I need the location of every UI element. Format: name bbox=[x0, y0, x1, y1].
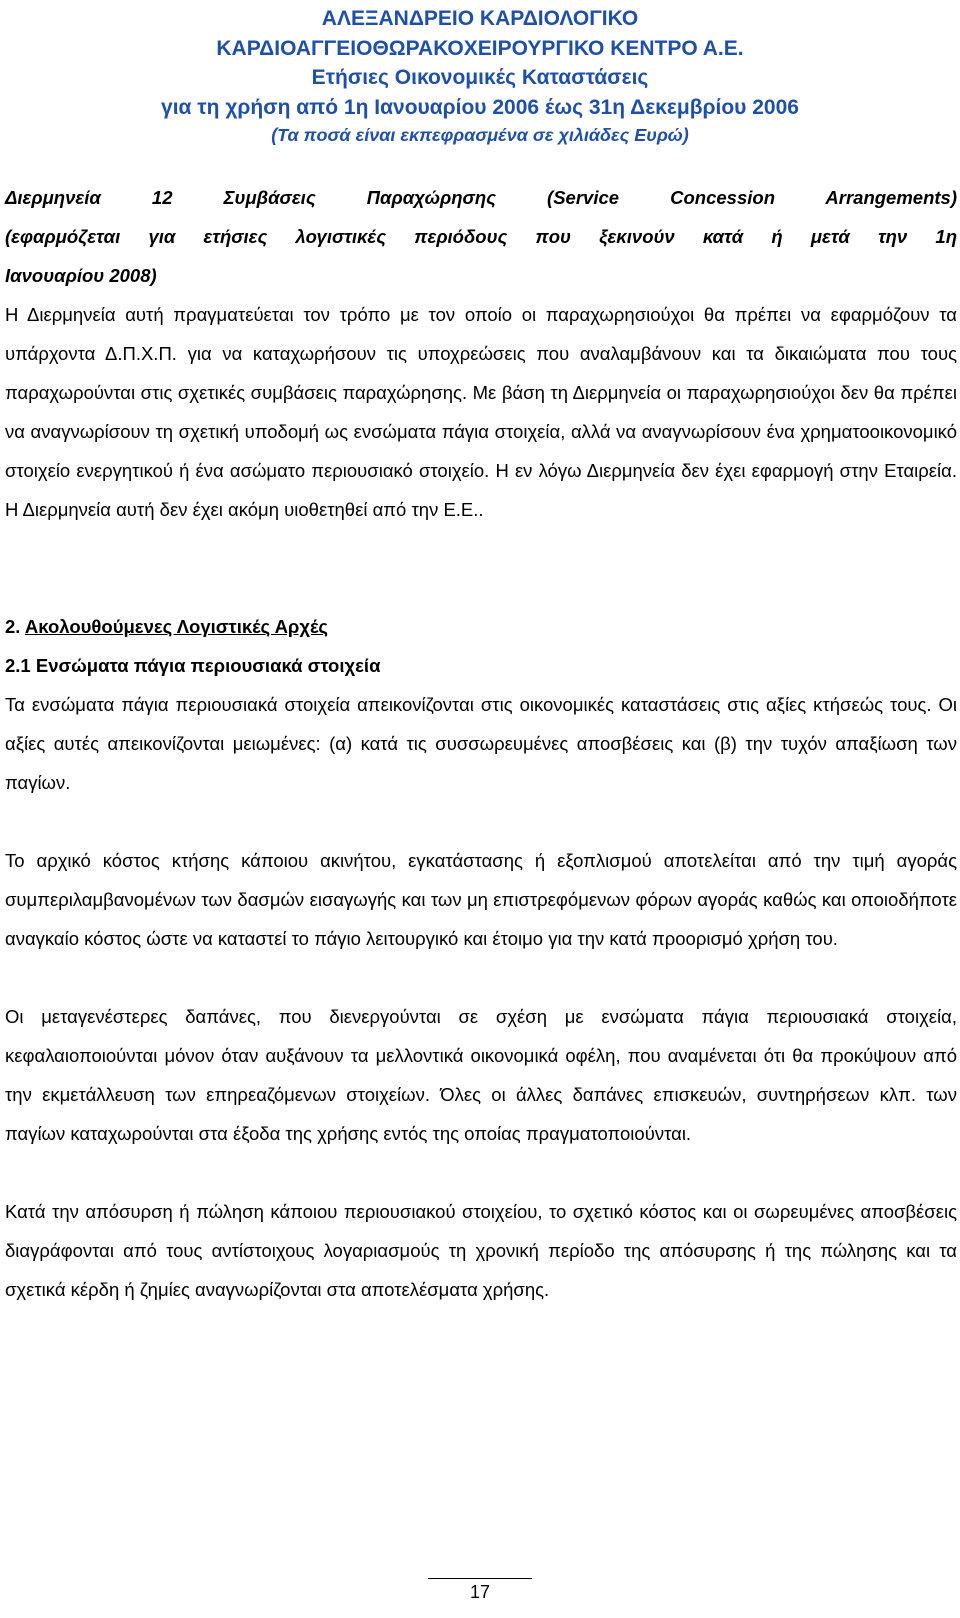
company-name-line2: ΚΑΡΔΙΟΑΓΓΕΙΟΘΩΡΑΚΟΧΕΙΡΟΥΡΓΙΚΟ ΚΕΝΤΡΟ Α.Ε. bbox=[216, 36, 744, 60]
section-number: 2. bbox=[5, 616, 21, 637]
spacer bbox=[5, 1153, 957, 1192]
paragraph-cost-basis: Τα ενσώματα πάγια περιουσιακά στοιχεία απεικονίζονται στις οικονομικές καταστάσεις στις αξίες κτήσεώς τους. Οι αξίες αυτές απεικονίζονται μειωμένες: (α) κατά τις συσσωρευμένες αποσβέσεις και (β) την τυχόν απαξίωση των παγίων. bbox=[5, 694, 957, 793]
interpretation-title bbox=[5, 178, 957, 295]
spacer bbox=[5, 802, 957, 841]
paragraph-disposal: Κατά την απόσυρση ή πώληση κάποιου περιουσιακού στοιχείου, το σχετικό κόστος και οι σωρευμένες αποσβέσεις διαγράφονται από τους αντίστοιχους λογαριασμούς τη χρονική περίοδο της απόσυρσης ή της πώλησης και τα σχετικά κέρδη ή ζημίες αναγνωρίζονται στα αποτελέσματα χρήσης. bbox=[5, 1201, 957, 1300]
section-title: Ακολουθούμενες Λογιστικές Αρχές bbox=[24, 616, 328, 637]
interpretation-title-line2: (εφαρμόζεται για ετήσιες λογιστικές περιόδους που ξεκινούν κατά ή μετά την 1η bbox=[5, 226, 957, 247]
document-body bbox=[5, 178, 957, 1309]
currency-note: (Τα ποσά είναι εκπεφρασμένα σε χιλιάδες Ευρώ) bbox=[271, 125, 689, 145]
page-number: 17 bbox=[469, 1582, 491, 1602]
report-header bbox=[0, 4, 960, 148]
report-title: Ετήσιες Οικονομικές Καταστάσεις bbox=[311, 66, 649, 89]
paragraph-subsequent-costs: Οι μεταγενέστερες δαπάνες, που διενεργούνται σε σχέση με ενσώματα πάγια περιουσιακά στοιχεία, κεφαλαιοποιούνται μόνον όταν αυξάνουν τα μελλοντικά οικονομικά οφέλη, που αναμένεται ότι θα προκύψουν από την εκμετάλλευση των επηρεαζόμενων στοιχείων. Όλες οι άλλες δαπάνες επισκευών, συντηρήσεων κλπ. των παγίων καταχωρούνται στα έξοδα της χρήσης εντός της οποίας πραγματοποιούνται. bbox=[5, 1006, 957, 1144]
footer-rule bbox=[428, 1578, 532, 1579]
spacer bbox=[5, 958, 957, 997]
subsection-heading: 2.1 Ενσώματα πάγια περιουσιακά στοιχεία bbox=[5, 655, 381, 676]
interpretation-title-line3: Ιανουαρίου 2008) bbox=[5, 265, 157, 286]
section-heading bbox=[5, 607, 957, 646]
report-period: για τη χρήση από 1η Ιανουαρίου 2006 έως 31η Δεκεμβρίου 2006 bbox=[161, 95, 799, 119]
company-name-line1: ΑΛΕΞΑΝΔΡΕΙΟ ΚΑΡΔΙΟΛΟΓΙΚΟ bbox=[321, 7, 639, 30]
interpretation-title-line1: Διερμηνεία 12 Συμβάσεις Παραχώρησης (Service Concession Arrangements) bbox=[5, 187, 957, 208]
spacer bbox=[5, 529, 957, 607]
paragraph-initial-cost: Το αρχικό κόστος κτήσης κάποιου ακινήτου, εγκατάστασης ή εξοπλισμού αποτελείται από την τιμή αγοράς συμπεριλαμβανομένων των δασμών εισαγωγής και των μη επιστρεφόμενων φόρων αγοράς καθώς και οποιοδήποτε αναγκαίο κόστος ώστε να καταστεί το πάγιο λειτουργικό και έτοιμο για την κατά προορισμό χρήση του. bbox=[5, 850, 957, 949]
interpretation-body: Η Διερμηνεία αυτή πραγματεύεται τον τρόπο με τον οποίο οι παραχωρησιούχοι θα πρέπει να εφαρμόζουν τα υπάρχοντα Δ.Π.Χ.Π. για να καταχωρήσουν τις υποχρεώσεις που αναλαμβάνουν και τα δικαιώματα που τους παραχωρούνται στις σχετικές συμβάσεις παραχώρησης. Με βάση τη Διερμηνεία οι παραχωρησιούχοι δεν θα πρέπει να αναγνωρίσουν τη σχετική υποδομή ως ενσώματα πάγια στοιχεία, αλλά να αναγνωρίσουν ένα χρηματοοικονομικό στοιχείο ενεργητικού ή ένα ασώματο περιουσιακό στοιχείο. Η εν λόγω Διερμηνεία δεν έχει εφαρμογή στην Εταιρεία. Η Διερμηνεία αυτή δεν έχει ακόμη υιοθετηθεί από την Ε.Ε.. bbox=[5, 304, 957, 520]
